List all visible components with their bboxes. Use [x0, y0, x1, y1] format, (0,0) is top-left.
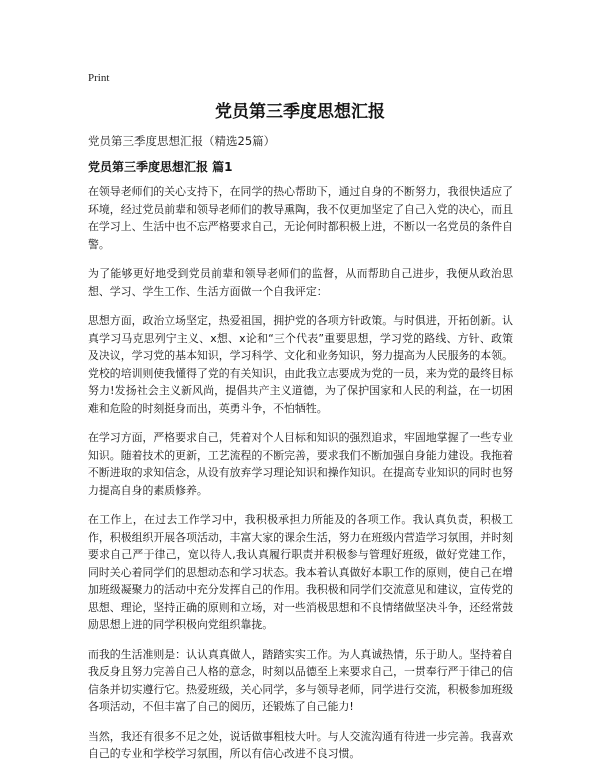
print-label[interactable]: Print	[88, 72, 110, 84]
paragraph: 在领导老师们的关心支持下，在同学的热心帮助下，通过自身的不断努力，我很快适应了环境，经过党员前辈和领导老师们的教导熏陶，我不仅更加坚定了自己入党的决心，而且在学习上、生活中也不忘严格要求自己，无论何时都积极上进，不断以一名党员的条件自警。	[88, 185, 513, 251]
paragraph: 思想方面，政治立场坚定，热爱祖国，拥护党的各项方针政策。与时俱进，开拓创新。认真学习马克思列宁主义、x想、x论和“三个代表”重要思想，学习党的路线、方针、政策及决议，学习党的基本知识，学习科学、文化和业务知识，努力提高为人民服务的本领。党校的培训则使我懂得了党的有关知识，由此我立志要成为党的一员，来为党的最终目标努力!发扬社会主义新风尚，提倡共产主义道德，为了保护国家和人民的利益，在一切困难和危险的时刻挺身而出，英勇斗争，不怕牺牲。	[88, 314, 513, 415]
document-subtitle: 党员第三季度思想汇报（精选25篇）	[88, 134, 276, 148]
paragraph: 而我的生活准则是：认认真真做人，踏踏实实工作。为人真诚热情，乐于助人。坚持着自我反身且努力完善自己人格的意念，时刻以品德至上来要求自己，一贯奉行严于律己的信信条并切实遵行它。热爱班级，关心同学，多与领导老师，同学进行交流，积极参加班级各项活动，不但丰富了自己的阅历，还锻炼了自己能力!	[88, 647, 513, 713]
page-title: 党员第三季度思想汇报	[215, 102, 385, 122]
paragraph: 为了能够更好地受到党员前辈和领导老师们的监督，从而帮助自己进步，我便从政治思想、学习、学生工作、生活方面做一个自我评定：	[88, 267, 513, 298]
paragraph: 当然，我还有很多不足之处，说话做事粗枝大叶。与人交流沟通有待进一步完善。我喜欢自己的专业和学校学习氛围，所以有信心改进不良习惯。	[88, 729, 513, 760]
document-body	[88, 183, 513, 775]
paragraph: 在工作上，在过去工作学习中，我积极承担力所能及的各项工作。我认真负责，积极工作，积极组织开展各项活动，丰富大家的课余生活，努力在班级内营造学习氛围，并时刻要求自己严于律己，宽以待人,我认真履行职责并积极参与管理好班级，做好党建工作，同时关心着同学们的思想动态和学习状态。我本着认真做好本职工作的原则，使自己在增加班级凝聚力的活动中充分发挥自己的作用。我积极和同学们交流意见和建议，宣传党的思想、理论，坚持正确的原则和立场，对一些消极思想和不良情绪做坚决斗争，还经常鼓励思想上进的同学积极向党组织靠拢。	[88, 513, 513, 631]
section-heading: 党员第三季度思想汇报 篇1	[88, 160, 233, 174]
paragraph: 在学习方面，严格要求自己，凭着对个人目标和知识的强烈追求，牢固地掌握了一些专业知识。随着技术的更新，工艺流程的不断完善，要求我们不断加强自身能力建设。我拖着不断进取的求知信念，从设有放弃学习理论知识和操作知识。在提高专业知识的同时也努力提高自身的素质修养。	[88, 431, 513, 497]
